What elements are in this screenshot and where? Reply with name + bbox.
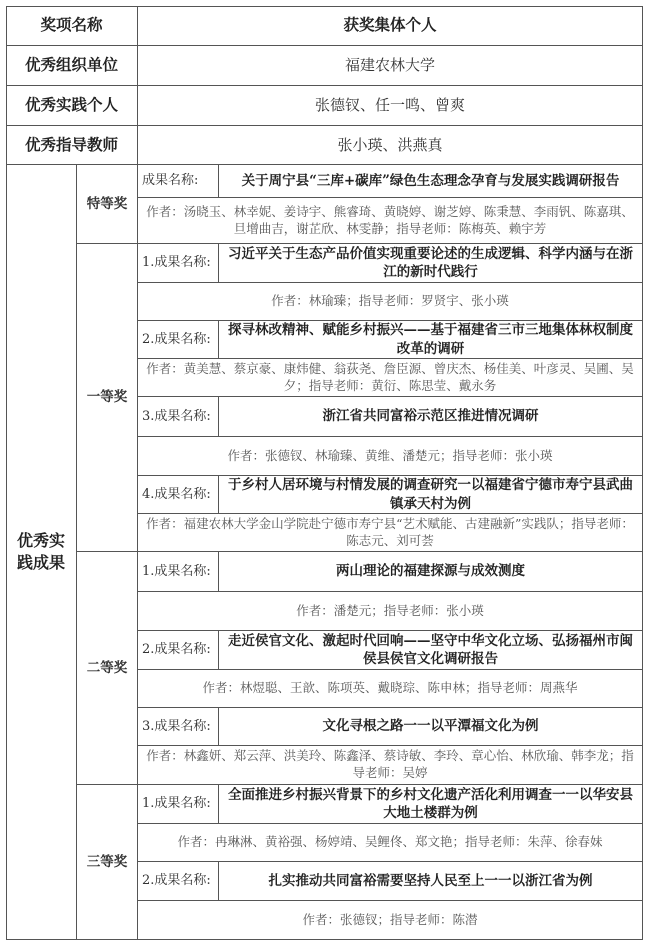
result-title: 走近侯官文化、激起时代回响——坚守中华文化立场、弘扬福州市闽侯县侯官文化调研报告 <box>219 631 643 670</box>
result-title: 浙江省共同富裕示范区推进情况调研 <box>219 397 643 437</box>
header-winner: 获奖集体个人 <box>138 6 643 46</box>
result-label: 2.成果名称: <box>138 862 219 901</box>
result-authors: 作者：林煜聪、王歆、陈项英、戴晓琮、陈申林；指导老师：周燕华 <box>138 670 643 708</box>
result-title: 关于周宁县“三库+碳库”绿色生态理念孕育与发展实践调研报告 <box>219 165 643 198</box>
header-award: 奖项名称 <box>6 6 138 46</box>
result-title: 习近平关于生态产品价值实现重要论述的生成逻辑、科学内涵与在浙江的新时代践行 <box>219 244 643 283</box>
category-practice-results: 优秀实践成果 <box>6 165 77 940</box>
result-authors: 作者：潘楚元；指导老师：张小瑛 <box>138 592 643 631</box>
grade-second: 二等奖 <box>77 552 138 785</box>
result-authors: 作者：张德钗、林瑜臻、黄维、潘楚元；指导老师：张小瑛 <box>138 437 643 476</box>
result-label: 成果名称: <box>138 165 219 198</box>
grade-special: 特等奖 <box>77 165 138 244</box>
result-label: 2.成果名称: <box>138 321 219 359</box>
result-authors: 作者：林鑫妍、郑云萍、洪美玲、陈鑫泽、蔡诗敏、李玲、章心怡、林欣瑜、韩李龙；指导老师：吴婷 <box>138 746 643 785</box>
summary-award-individual: 优秀实践个人 <box>6 86 138 126</box>
result-authors: 作者：黄美慧、蔡京豪、康炜健、翁荻尧、詹臣源、曾庆杰、杨佳美、叶彦灵、吴圃、吴夕；指导老师：黄衍、陈思莹、戴永务 <box>138 359 643 397</box>
result-title: 探寻林改精神、赋能乡村振兴——基于福建省三市三地集体林权制度改革的调研 <box>219 321 643 359</box>
result-label: 1.成果名称: <box>138 785 219 824</box>
summary-winner-org: 福建农林大学 <box>138 46 643 86</box>
grade-first: 一等奖 <box>77 244 138 552</box>
summary-winner-individual: 张德钗、任一鸣、曾爽 <box>138 86 643 126</box>
result-title: 文化寻根之路一一以平潭福文化为例 <box>219 708 643 746</box>
result-title: 于乡村人居环境与村情发展的调查研究一以福建省宁德市寿宁县武曲镇承天村为例 <box>219 476 643 514</box>
result-label: 4.成果名称: <box>138 476 219 514</box>
summary-award-teacher: 优秀指导教师 <box>6 126 138 165</box>
summary-award-org: 优秀组织单位 <box>6 46 138 86</box>
result-authors: 作者：林瑜臻；指导老师：罗贤宇、张小瑛 <box>138 283 643 321</box>
grade-third: 三等奖 <box>77 785 138 940</box>
result-title: 两山理论的福建探源与成效测度 <box>219 552 643 592</box>
result-title: 全面推进乡村振兴背景下的乡村文化遗产活化利用调查一一以华安县大地土楼群为例 <box>219 785 643 824</box>
result-label: 1.成果名称: <box>138 552 219 592</box>
result-label: 1.成果名称: <box>138 244 219 283</box>
summary-winner-teacher: 张小瑛、洪燕真 <box>138 126 643 165</box>
result-title: 扎实推动共同富裕需要坚持人民至上一一以浙江省为例 <box>219 862 643 901</box>
result-label: 2.成果名称: <box>138 631 219 670</box>
result-authors: 作者：张德钗；指导老师：陈潜 <box>138 901 643 940</box>
result-authors: 作者：汤晓玉、林幸妮、姜诗宇、熊睿琦、黄晓婷、谢芝婷、陈秉慧、李雨钒、陈嘉琪、旦增曲吉，谢芷欣、林雯静；指导老师：陈梅英、赖宇芳 <box>138 198 643 244</box>
result-authors: 作者：冉琳淋、黄裕强、杨婷靖、吴鲤佟、郑文艳；指导老师：朱萍、徐春妹 <box>138 824 643 862</box>
result-label: 3.成果名称: <box>138 708 219 746</box>
result-label: 3.成果名称: <box>138 397 219 437</box>
result-authors: 作者：福建农林大学金山学院赴宁德市寿宁县“艺术赋能、古建融新”实践队；指导老师：陈志元、刘可荟 <box>138 514 643 552</box>
